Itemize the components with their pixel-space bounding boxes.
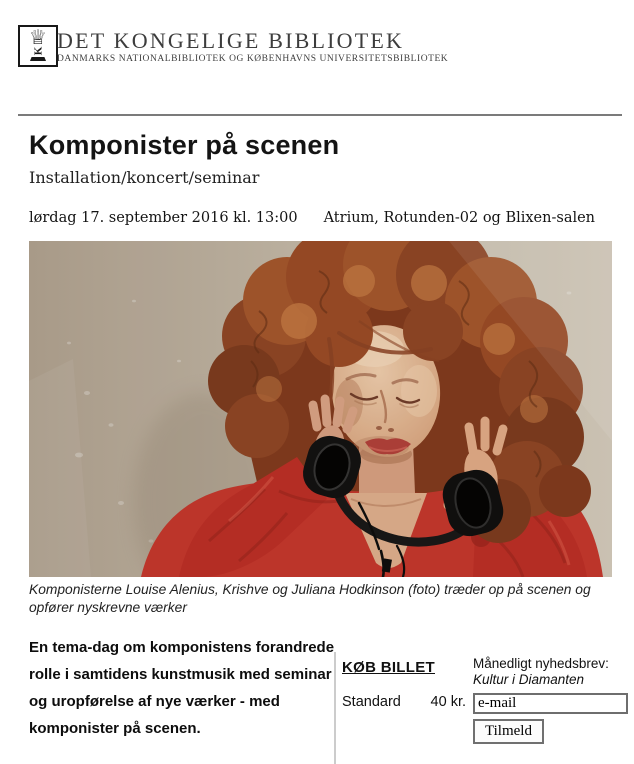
header-divider <box>18 114 622 116</box>
email-field[interactable] <box>473 693 628 714</box>
brand-header[interactable] <box>57 29 448 65</box>
subscribe-button[interactable]: Tilmeld <box>473 719 544 744</box>
event-subtitle: Installation/koncert/seminar <box>29 168 260 187</box>
ticket-row <box>342 694 466 710</box>
buy-ticket-link[interactable]: KØB BILLET <box>342 659 435 676</box>
event-datetime-row <box>29 210 595 226</box>
column-divider <box>334 652 336 764</box>
page-title: Komponister på scenen <box>29 130 340 160</box>
newsletter-label: Månedligt nyhedsbrev: <box>473 656 609 671</box>
brand-title: DET KONGELIGE BIBLIOTEK <box>57 28 405 53</box>
event-description: En tema-dag om komponistens forandrede rolle i samtidens kunstmusik med seminar og uropførelse af nye værker - med komponister på scenen. <box>29 639 335 737</box>
newsletter-name: Kultur i Diamanten <box>473 672 585 687</box>
crown-icon: ♕ <box>29 25 47 49</box>
photo-caption: Komponisterne Louise Alenius, Krishve og Juliana Hodkinson (foto) træder op på scenen og opfører nyskrevne værker <box>29 582 591 615</box>
k-mark: K <box>32 46 44 56</box>
tickets-panel <box>342 659 466 710</box>
brand-subtitle: DANMARKS NATIONALBIBLIOTEK OG KØBENHAVNS UNIVERSITETSBIBLIOTEK <box>57 54 449 64</box>
event-location: Atrium, Rotunden-02 og Blixen-salen <box>323 210 596 226</box>
event-datetime: lørdag 17. september 2016 kl. 13:00 <box>29 210 298 226</box>
ticket-type: Standard <box>342 694 401 710</box>
logo-pedestal <box>30 57 46 61</box>
event-photo <box>29 241 612 577</box>
ticket-price: 40 kr. <box>430 694 466 710</box>
royal-library-logo[interactable] <box>18 25 58 67</box>
newsletter-panel <box>473 656 633 744</box>
